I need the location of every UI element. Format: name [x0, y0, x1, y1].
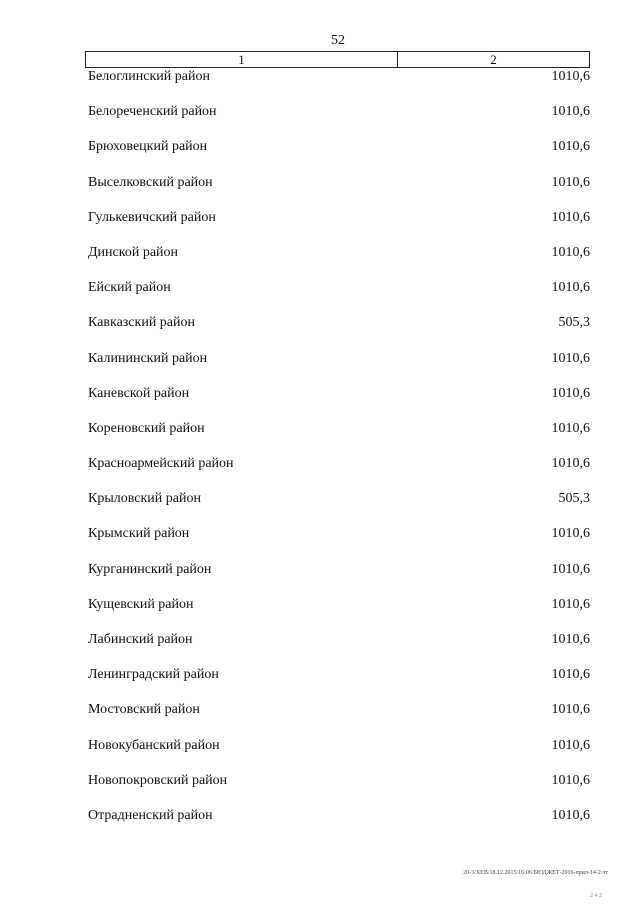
table-row: [0, 173, 640, 208]
table-row: [0, 524, 640, 559]
table-row: [0, 560, 640, 595]
column-header-2: 2: [490, 52, 497, 67]
table-row: [0, 243, 640, 278]
district-name: Каневской район: [88, 385, 190, 401]
district-value: 1010,6: [551, 104, 590, 120]
district-name: Курганинский район: [88, 561, 212, 577]
district-value: 1010,6: [551, 456, 590, 472]
district-name: Мостовский район: [88, 702, 200, 718]
table-row: [0, 454, 640, 489]
district-value: 1010,6: [551, 280, 590, 296]
district-value: 1010,6: [551, 350, 590, 366]
district-name: Крыловский район: [88, 491, 201, 507]
table-row: [0, 806, 640, 841]
district-value: 1010,6: [551, 702, 590, 718]
column-header-1: 1: [86, 52, 398, 67]
table-row: [0, 489, 640, 524]
district-name: Кореновский район: [88, 420, 205, 436]
table-row: [0, 137, 640, 172]
district-value: 1010,6: [551, 632, 590, 647]
district-value: 1010,6: [551, 772, 590, 788]
table-row: [0, 736, 640, 771]
footer-mark: 2 4 2: [590, 893, 602, 899]
district-name: Кущевский район: [88, 596, 194, 612]
district-name: Лабинский район: [88, 632, 193, 647]
district-name: Кавказский район: [88, 315, 196, 331]
district-value: 505,3: [558, 491, 590, 507]
district-value: 1010,6: [551, 667, 590, 683]
table-row: [0, 700, 640, 735]
table-row: [0, 665, 640, 700]
district-name: Красноармейский район: [88, 456, 234, 472]
table-row: [0, 102, 640, 137]
district-name: Выселковский район: [88, 174, 213, 190]
district-value: 1010,6: [551, 737, 590, 753]
document-footer: 20-3/ХЕВ/18.12.2015/16:06/БЮДЖЕТ-2016-прил-14-2.чт: [463, 870, 608, 876]
table-row: [0, 630, 640, 665]
district-value: 1010,6: [551, 139, 590, 155]
table-row: [0, 595, 640, 630]
district-value: 1010,6: [551, 209, 590, 225]
table-row: [0, 278, 640, 313]
table-row: [0, 384, 640, 419]
district-name: Динской район: [88, 244, 179, 260]
district-value: 1010,6: [551, 244, 590, 260]
table-row: [0, 67, 640, 102]
table-header: [85, 51, 590, 68]
table-row: [0, 349, 640, 384]
district-name: Новопокровский район: [88, 772, 228, 788]
table-row: [0, 208, 640, 243]
district-value: 1010,6: [551, 561, 590, 577]
district-name: Гулькевичский район: [88, 209, 216, 225]
table-row: [0, 313, 640, 348]
district-name: Брюховецкий район: [88, 139, 208, 155]
district-name: Ленинградский район: [88, 667, 219, 683]
table-body: [0, 67, 640, 841]
district-name: Белореченский район: [88, 104, 217, 120]
table-row: [0, 771, 640, 806]
district-value: 1010,6: [551, 174, 590, 190]
page-number: 52: [331, 33, 345, 48]
district-value: 1010,6: [551, 69, 590, 84]
district-name: Новокубанский район: [88, 737, 220, 753]
district-name: Калининский район: [88, 350, 208, 366]
district-value: 1010,6: [551, 596, 590, 612]
district-value: 1010,6: [551, 807, 590, 823]
district-name: Белоглинский район: [88, 69, 210, 84]
district-value: 1010,6: [551, 420, 590, 436]
table-row: [0, 419, 640, 454]
district-value: 1010,6: [551, 385, 590, 401]
district-value: 1010,6: [551, 526, 590, 542]
district-name: Ейский район: [88, 280, 171, 296]
district-name: Крымский район: [88, 526, 190, 542]
district-name: Отрадненский район: [88, 807, 213, 823]
district-value: 505,3: [558, 315, 590, 331]
